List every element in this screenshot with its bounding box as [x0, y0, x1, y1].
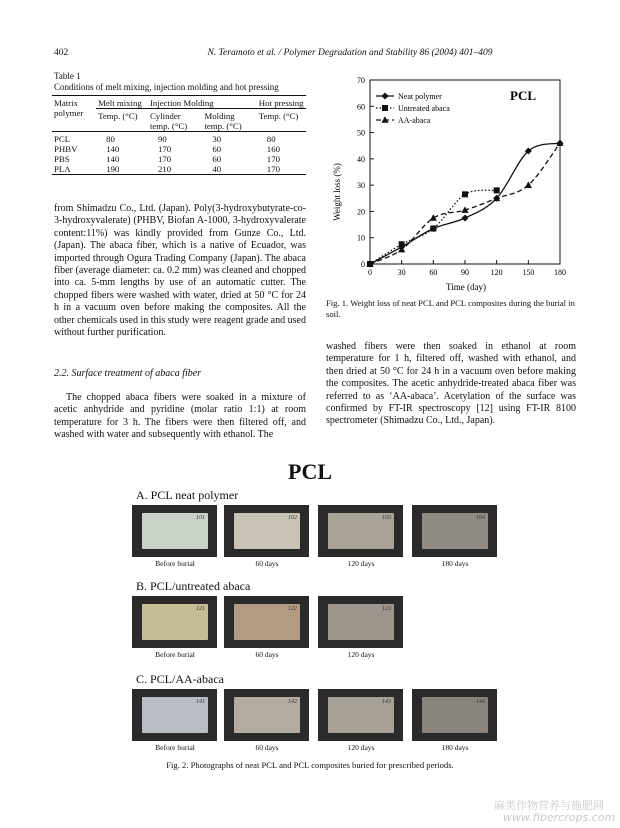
series-line-0 [370, 143, 560, 264]
table-cell-value: 30 [212, 134, 222, 144]
data-point [462, 215, 469, 222]
table-cell-value: 170 [266, 164, 280, 174]
left-paragraph-1: from Shimadzu Co., Ltd. (Japan). Poly(3-hydroxybutyrate-co-3-hydroxyvalerate) (PHBV, Biofan A-1000, 3-hydroxyvalerate content:11%) was kindly provided from Gunze Co., Ltd. (Japan). The abaca fiber, which is a native of Ecuador, was imported through Ogura Trading Company (Japan). The abaca fiber (average diameter: ca. 0.2 mm) was cleaned and chopped into ca. 5-mm lengths by use of an automatic cutter. The chopped fibers were washed with water, dried at 50 °C for 24 h in a vacuum oven before making the composites. All the other chemicals used in this study were reagent grade and used without further purification. [54, 203, 306, 339]
table-cell-value: 140 [106, 154, 120, 164]
sample-tag: 141 [196, 699, 205, 705]
sample-photo [318, 505, 403, 557]
photo-label: Before burial [155, 743, 195, 752]
table-cell-value: 160 [266, 144, 280, 154]
photo-label: 120 days [347, 559, 375, 568]
table-cell-value: 190 [106, 164, 120, 174]
table-cell-polymer: PBS [54, 154, 70, 164]
left-body-paragraph-2 [54, 392, 306, 442]
table-cell-value: 170 [266, 154, 280, 164]
fig2-title: PCL [288, 459, 332, 484]
x-tick-label: 30 [397, 268, 406, 277]
chart-x-axis-label: Time (day) [446, 282, 486, 292]
x-tick-label: 180 [554, 268, 566, 277]
sample-tag: 121 [196, 606, 205, 612]
x-tick-label: 120 [490, 268, 503, 277]
table-cell-polymer: PLA [54, 164, 71, 174]
chart-title: PCL [510, 88, 536, 103]
table-cell-value: 40 [212, 164, 222, 174]
table-cell-value: 140 [106, 144, 120, 154]
x-tick-label: 90 [461, 268, 469, 277]
y-tick-label: 0 [361, 260, 365, 269]
conditions-table [52, 95, 306, 175]
table-cell-value: 210 [157, 164, 172, 174]
table-cell-value: 80 [266, 134, 276, 144]
legend-marker [382, 105, 388, 111]
sample-film [234, 697, 300, 733]
right-body-paragraph [326, 341, 576, 428]
table-row [52, 132, 306, 145]
photo-label: 60 days [255, 743, 279, 752]
table-header-injection: Injection Molding [148, 96, 257, 109]
sample-photo [318, 596, 403, 648]
table-cell-value: 90 [157, 134, 167, 144]
sample-tag: 142 [288, 699, 297, 705]
photo-label: 60 days [255, 559, 279, 568]
legend-entry: AA-abaca [398, 116, 431, 125]
y-tick-label: 40 [357, 154, 365, 164]
table-cell-polymer: PCL [54, 134, 71, 144]
y-tick-label: 60 [357, 102, 365, 112]
table-row [52, 164, 306, 175]
data-point [462, 191, 468, 197]
sample-film [142, 513, 208, 549]
photo-label: 120 days [347, 743, 375, 752]
photo-label: Before burial [155, 559, 195, 568]
sample-tag: 143 [382, 699, 391, 705]
data-point [430, 226, 436, 232]
sample-tag: 103 [382, 515, 391, 521]
y-tick-label: 30 [357, 181, 365, 191]
legend-marker [382, 93, 389, 100]
sample-film [422, 513, 488, 549]
table-subheader: Cylinder temp. (°C) [149, 111, 188, 131]
sample-tag: 123 [382, 606, 391, 612]
table-row [52, 144, 306, 154]
chart-y-axis-label: Weight loss (%) [332, 163, 342, 221]
table-cell-value: 170 [157, 144, 172, 154]
sample-film [328, 697, 394, 733]
table-subheader: Temp. (°C) [98, 111, 138, 121]
left-body-paragraph [54, 203, 306, 339]
sample-photo [132, 505, 217, 557]
photo-label: Before burial [155, 650, 195, 659]
left-paragraph-2: The chopped abaca fibers were soaked in a mixture of acetic anhydride and pyridine (molar ratio 1:1) at room temperature for 3 h. The fibers were then filtered off, and washed with water and subsequently with ethanol. The [54, 392, 306, 441]
table-cell-value: 60 [212, 154, 222, 164]
table-row [52, 154, 306, 164]
photo-label: 60 days [255, 650, 279, 659]
photo-label: 180 days [441, 743, 469, 752]
table-subheader: Molding temp. (°C) [204, 111, 242, 131]
data-point [494, 187, 500, 193]
sample-film [142, 697, 208, 733]
legend-entry: Neat polymer [398, 92, 442, 101]
sample-photo [412, 689, 497, 741]
data-point [430, 214, 437, 221]
sample-film [422, 697, 488, 733]
sample-photo [132, 689, 217, 741]
sample-film [328, 513, 394, 549]
fig2-panel-title: B. PCL/untreated abaca [136, 579, 251, 593]
legend-entry: Untreated abaca [398, 104, 450, 113]
sample-film [234, 604, 300, 640]
sample-photo [318, 689, 403, 741]
table-cell-polymer: PHBV [54, 144, 78, 154]
table-cell-value: 80 [106, 134, 115, 144]
fig2-panel-title: A. PCL neat polymer [136, 488, 239, 502]
table-label: Table 1 [54, 71, 81, 81]
sample-photo [224, 596, 309, 648]
watermark-cn: 麻类作物营养与施肥网 [494, 799, 604, 812]
sample-photo [224, 505, 309, 557]
series-line-2 [370, 143, 560, 264]
sample-photo [412, 505, 497, 557]
fig1-caption: Fig. 1. Weight loss of neat PCL and PCL composites during the burial in soil. [326, 298, 575, 319]
y-tick-label: 10 [357, 233, 365, 243]
sample-tag: 104 [476, 515, 485, 521]
running-title: N. Teramoto et al. / Polymer Degradation and Stability 86 (2004) 401–409 [207, 48, 493, 58]
sample-photo [224, 689, 309, 741]
sample-tag: 122 [288, 606, 297, 612]
table-subheader: Temp. (°C) [258, 111, 299, 121]
sample-tag: 102 [288, 515, 297, 521]
x-tick-label: 60 [429, 268, 438, 277]
weight-loss-chart [326, 72, 571, 294]
right-paragraph-1: washed fibers were then soaked in ethanol at room temperature for 1 h, filtered off, washed with ethanol, and then dried at 50 °C for 24 h in a vacuum oven before making the composites. The acetic anhydride-treated abaca fiber was referred to as ‘AA-abaca’. Acetylation of the surface was confirmed by FT-IR spectroscopy [12] using FT-IR 8100 spectrometer (Shimadzu Co., Ltd., Japan). [326, 341, 576, 427]
photo-label: 180 days [441, 559, 469, 568]
y-tick-label: 20 [357, 207, 365, 217]
photo-label: 120 days [347, 650, 375, 659]
y-tick-label: 70 [357, 76, 365, 85]
table-caption: Conditions of melt mixing, injection molding and hot pressing [54, 82, 279, 92]
watermark-url: www.fibercrops.com [503, 811, 616, 824]
table-header-matrix: Matrix polymer [54, 98, 84, 118]
table-cell-value: 170 [157, 154, 172, 164]
fig2-panel-title: C. PCL/AA-abaca [136, 672, 224, 686]
sample-film [328, 604, 394, 640]
fig2-caption: Fig. 2. Photographs of neat PCL and PCL composites buried for prescribed periods. [166, 760, 454, 770]
sample-tag: 101 [196, 515, 205, 521]
table-header-hot: Hot pressing [257, 96, 306, 109]
sample-tag: 144 [476, 699, 485, 705]
x-tick-label: 0 [368, 268, 372, 277]
sample-film [234, 513, 300, 549]
sample-photo [132, 596, 217, 648]
table-cell-value: 60 [212, 144, 222, 154]
sample-film [142, 604, 208, 640]
table-header-melt: Melt mixing [96, 96, 148, 109]
x-tick-label: 150 [522, 268, 535, 277]
section-heading: 2.2. Surface treatment of abaca fiber [54, 368, 202, 379]
page-number: 402 [54, 48, 69, 58]
y-tick-label: 50 [357, 128, 365, 138]
